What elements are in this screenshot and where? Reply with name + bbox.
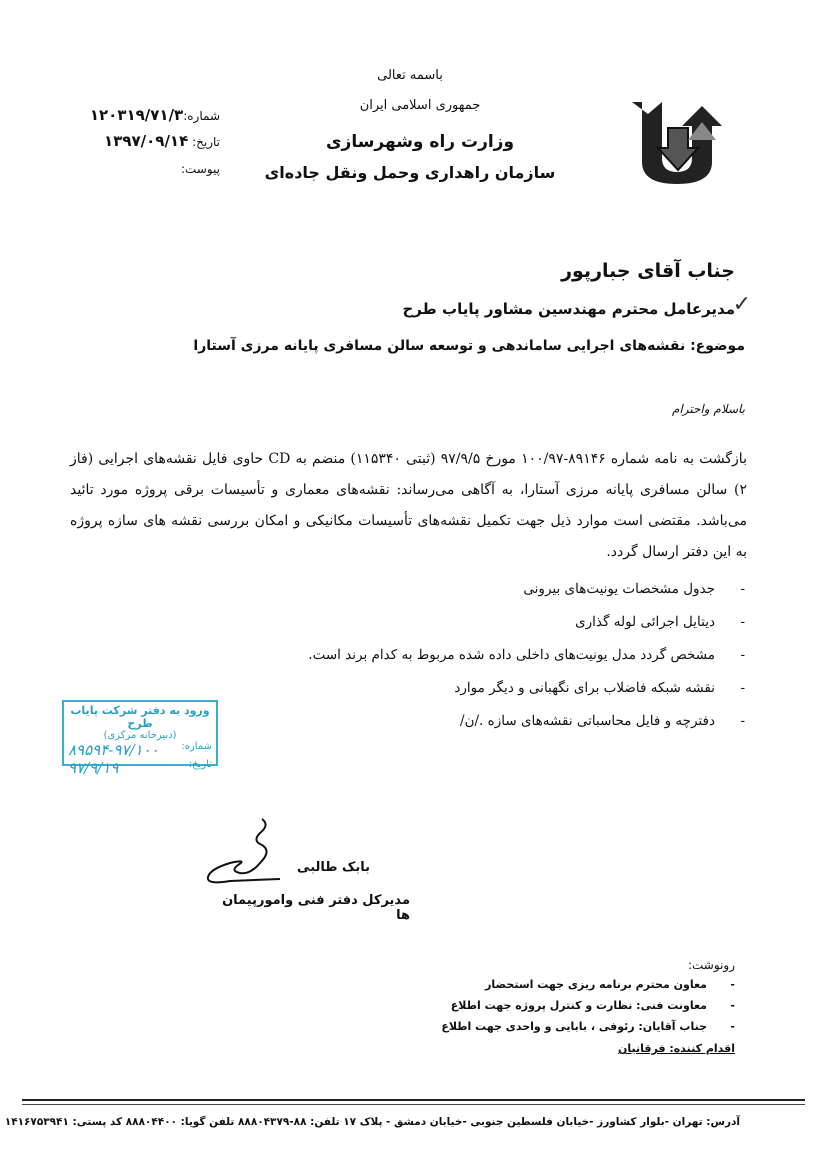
list-item: -دفترچه و فایل محاسباتی نقشه‌های سازه ./ن/	[460, 713, 745, 729]
subject: موضوع: نقشه‌های اجرایی ساماندهی و توسعه سالن مسافری پایانه مرزی آستارا	[193, 338, 745, 354]
signatory-name: بابک طالبی	[297, 860, 370, 875]
list-item: -نقشه شبکه فاضلاب برای نگهبانی و دیگر موارد	[454, 680, 745, 696]
letter-number: شماره:۱۲۰۳۱۹/۷۱/۳	[89, 106, 220, 124]
cc-list	[335, 978, 735, 1041]
letter-date: تاریخ: ۱۳۹۷/۰۹/۱۴	[104, 132, 220, 150]
organization-logo	[628, 98, 726, 186]
letter-attachment: پیوست:	[180, 162, 220, 176]
checkmark-icon: ✓	[732, 292, 751, 317]
footer-divider	[22, 1099, 805, 1105]
action-officer: اقدام کننده: فرقانیان	[618, 1042, 735, 1055]
list-item: -دیتایل اجرائی لوله گذاری	[575, 614, 745, 630]
list-item: -مشخص گردد مدل یونیت‌های داخلی داده شده مربوط به کدام برند است.	[308, 647, 745, 663]
ministry-name: وزارت راه وشهرسازی	[325, 132, 515, 152]
greeting: باسلام واحترام	[671, 402, 745, 416]
cc-item: -جناب آقایان: رئوفی ، بابایی و واحدی جهت اطلاع	[441, 1020, 735, 1033]
cc-item: -معاونت فنی: نظارت و کنترل پروژه جهت اطلاع	[450, 999, 735, 1012]
signatory-title: مدیرکل دفتر فنی وامورپیمان ها	[222, 893, 410, 923]
invocation: باسمه تعالی	[377, 68, 443, 83]
footer-address: آدرس: تهران -بلوار کشاورز -خیابان فلسطین جنوبی -خیابان دمشق - پلاک ۱۷ تلفن: ۸۸-۸۸۸۰۴۳۷۹ تلفن گویا: ۸۸۸۰۴۴۰۰ کد پستی: ۱۴۱۶۷۵۳۹۴۱	[4, 1116, 740, 1128]
list-item: -جدول مشخصات یونیت‌های بیرونی	[523, 581, 745, 597]
handwritten-signature	[200, 815, 290, 890]
recipient-name: جناب آقای جبارپور	[561, 260, 735, 282]
recipient-title: مدیرعامل محترم مهندسین مشاور پایاب طرح	[402, 300, 735, 318]
receipt-stamp: ورود به دفتر شرکت پایاب طرح (دبیرخانه مرکزی) شماره: ۸۹۵۹۴-۹۷/۱۰۰ تاریخ: ۹۷/۹/۱۹	[62, 700, 218, 766]
country-name: جمهوری اسلامی ایران	[359, 98, 481, 113]
request-list	[145, 575, 745, 740]
body-paragraph: بازگشت به نامه شماره ۸۹۱۴۶-۱۰۰/۹۷ مورخ ۹۷/۹/۵ (ثبتی ۱۱۵۳۴۰) منضم به CD حاوی فایل نقشه‌های اجرایی (فاز ۲) سالن مسافری پایانه مرزی آستارا، به آگاهی می‌رساند: نقشه‌های معماری و تأسیسات برقی پروژه مورد تائید می‌باشد. مقتضی است موارد ذیل جهت تکمیل نقشه‌های تأسیسات مکانیکی و امکان بررسی نقشه های سازه پروژه به این دفتر ارسال گردد.	[70, 451, 747, 560]
organization-name: سازمان راهداری وحمل ونقل جاده‌ای	[264, 163, 556, 182]
cc-item: -معاون محترم برنامه ریزی جهت استحضار	[485, 978, 735, 991]
cc-label: رونوشت:	[687, 958, 735, 972]
